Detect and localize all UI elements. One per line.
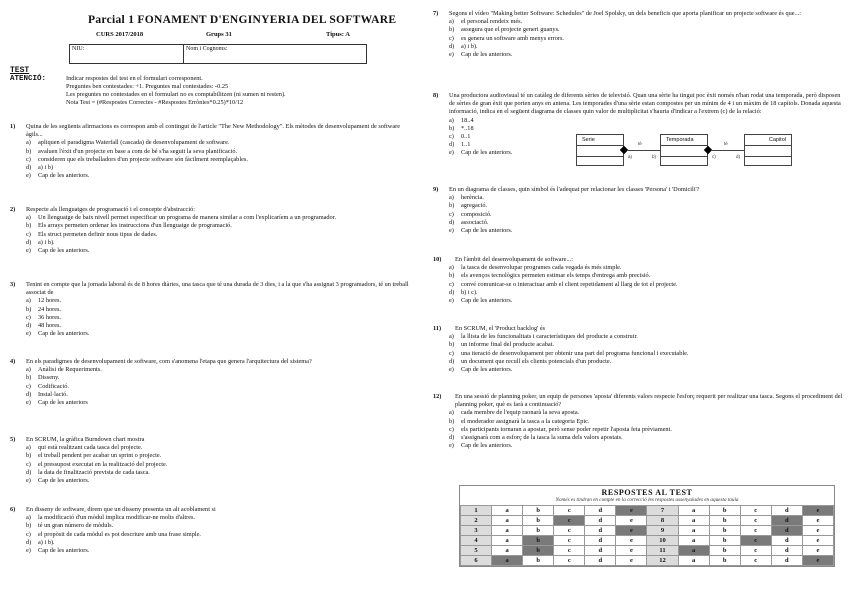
question-number-cell: 11 [647, 546, 678, 556]
option-d: d) Instal·lació. [26, 390, 68, 398]
option-d: d) s'assignarà com a esforç de la tasca la suma dels valors apostats. [449, 434, 623, 442]
option-b: b) el treball pendent per acabar un sprint o projecte. [26, 452, 162, 460]
question-12: 12) En una sessió de planning poker, un equip de persones 'aposta' diferents valors respecte l'esforç requerit per realitzar una tasca. Segons el procediment del planning poker, què es farà a continuació? a) cada membre de l'equip raonarà la seva aposta. b) el moderador assignarà la tasca a la categoria Epic. c) els participants tornaran a apostar, però sense poder repetir l'aposta feta prèviament. d) s'assignarà com a esforç de la tasca la suma dels valors apostats. e) Cap de les anteriors. [433, 393, 845, 450]
question-2: 2) Respecte als llenguatges de programació i el concepte d'abstracció: a) Un llenguatge de baix nivell permet especificar un programa de manera similar a com l'explicaríem a un programador. b) Els arrays permeten ordenar les instruccions d'un llenguatge de programació. c) Els struct permeten definir nous tipus de dades. d) a) i b). e) Cap de les anteriors. [10, 206, 410, 255]
option-c: c) 36 hores. [26, 313, 62, 321]
option-a: a) Anàlisi de Requeriments. [26, 366, 102, 374]
answer-grid [460, 505, 834, 566]
option-b: b) *..18 [449, 124, 474, 132]
answer-sheet-subtitle: Només es tindran en compte en la correcció les respostes assenyalades en aquesta taula [555, 497, 739, 503]
answer-cell-b[interactable]: b [523, 546, 554, 556]
answer-cell-b[interactable]: b [523, 556, 554, 566]
answer-cell-e[interactable]: e [802, 546, 833, 556]
answer-cell-c[interactable]: c [554, 556, 585, 566]
answer-cell-c[interactable]: c [554, 506, 585, 516]
class-temporada: Temporada [660, 134, 708, 166]
question-3: 3) Tenint en compte que la jornada laboral és de 8 hores diàries, una tasca que té una durada de 3 dies, i a la que s'ha assignat 3 programadors, té un treball associat de a) 12 hores. b) 24 hores. c) 36 hores. d) 48 hores. e) Cap de les anteriors. [10, 281, 409, 338]
option-d: d) la data de finalització prevista de cada tasca. [26, 468, 150, 476]
question-number-cell: 6 [461, 556, 492, 566]
answer-cell-a[interactable]: a [492, 546, 523, 556]
answer-cell-d[interactable]: d [771, 546, 802, 556]
answer-cell-c[interactable]: c [740, 526, 771, 536]
uml-class-diagram: Serie té a) b) Temporada té c) d) Capitol [576, 134, 792, 174]
answer-sheet-title: RESPOSTES AL TEST [601, 488, 693, 497]
question-number-cell: 9 [647, 526, 678, 536]
instruction-line: Indicar respostes del test en el formulari corresponent. [66, 75, 203, 82]
answer-cell-e[interactable]: e [802, 556, 833, 566]
question-5: 5) En SCRUM, la gràfica Burndown chart mostra a) qui està realitzant cada tasca del projecte. b) el treball pendent per acabar un sprint o projecte. c) el pressupost executat en la realització del projecte. d) la data de finalització prevista de cada tasca. e) Cap de les anteriors. [10, 436, 410, 485]
option-c: c) el propòsit de cada mòdul es pot descriure amb una frase simple. [26, 530, 201, 538]
question-number: 1) [10, 123, 16, 130]
answer-row [461, 526, 834, 536]
question-number-cell: 1 [461, 506, 492, 516]
group-label: Grups 31 [206, 31, 232, 38]
option-a: a) 12 hores. [26, 297, 62, 305]
answer-cell-a[interactable]: a [492, 506, 523, 516]
answer-cell-e[interactable]: e [616, 516, 647, 526]
option-d: d) a) i b) [26, 164, 54, 172]
instruction-line: Preguntes ben contestades: +1. Preguntes mal contestades: -0.25 [66, 83, 229, 91]
answer-cell-b[interactable]: b [709, 556, 740, 566]
option-e: e) Cap de les anteriors. [26, 547, 90, 555]
option-d: d) 48 hores. [26, 322, 62, 330]
answer-sheet [459, 485, 835, 567]
answer-cell-a[interactable]: a [678, 546, 709, 556]
answer-cell-d[interactable]: d [771, 516, 802, 526]
option-c: c) consideren que els treballadors d'un projecte software són fàcilment reemplaçables. [26, 155, 248, 163]
answer-cell-e[interactable]: e [616, 546, 647, 556]
option-c: c) es genera un software amb menys errors. [449, 34, 564, 42]
option-c: c) composició. [449, 210, 492, 218]
answer-cell-d[interactable]: d [771, 526, 802, 536]
option-e: e) Cap de les anteriors. [449, 442, 513, 450]
option-a: a) herència. [449, 194, 484, 202]
option-e: e) Cap de les anteriors. [449, 149, 513, 157]
name-field[interactable] [184, 45, 229, 63]
type-label: Tipus: A [326, 31, 350, 38]
question-number-cell: 8 [647, 516, 678, 526]
option-d: d) a) i b). [26, 238, 55, 246]
option-c: c) una iteració de desenvolupament per obtenir una part del programa funcional i executable. [449, 349, 689, 357]
answer-cell-b[interactable]: b [709, 526, 740, 536]
option-b: b) el moderador assignarà la tasca a la categoria Epic. [449, 417, 590, 425]
question-number-cell: 4 [461, 536, 492, 546]
option-b: b) assegura que el projecte generi guanys. [449, 26, 560, 34]
answer-row [461, 516, 834, 526]
option-b: b) agregació. [449, 202, 488, 210]
answer-cell-e[interactable]: e [802, 526, 833, 536]
answer-row [461, 546, 834, 556]
answer-cell-c[interactable]: c [740, 516, 771, 526]
answer-cell-c[interactable]: c [554, 526, 585, 536]
answer-cell-a[interactable]: a [678, 526, 709, 536]
option-a: a) la tasca de desenvolupar programes cada vegada és més simple. [449, 264, 622, 272]
answer-cell-e[interactable]: e [802, 516, 833, 526]
question-number-cell: 12 [647, 556, 678, 566]
answer-cell-e[interactable]: e [616, 506, 647, 516]
option-c: c) 0..1 [449, 133, 471, 141]
question-number-cell: 3 [461, 526, 492, 536]
question-4: 4) En els paradigmes de desenvolupament de software, com s'anomena l'etapa que genera l'arquitectura del sistema? a) Anàlisi de Requeriments. b) Disseny. c) Codificació. d) Instal·lació. e) Cap de les anteriors [10, 358, 410, 407]
answer-cell-d[interactable]: d [771, 536, 802, 546]
association-line [712, 150, 744, 151]
option-b: b) té un gran número de mòduls. [26, 522, 114, 530]
answer-row [461, 556, 834, 566]
option-e: e) Cap de les anteriors. [449, 297, 513, 305]
answer-cell-d[interactable]: d [771, 506, 802, 516]
option-b: b) un informe final del producte acabat. [449, 341, 555, 349]
association-line [628, 150, 660, 151]
option-d: d) un document que recull els clients potencials d'un producte. [449, 357, 612, 365]
question-7: 7) Segons el vídeo "Making better Software: Schedules" de Joel Spolsky, un dels beneficis que aporta planificar un projecte software és que...: a) el personal rendeix més. b) assegura que el projecte generi guanys. c) es genera un software amb menys errors. d) a) i b). e) Cap de les anteriors. [433, 10, 845, 59]
option-d: d) b) i c). [449, 288, 478, 296]
answer-cell-b[interactable]: b [709, 546, 740, 556]
option-e: e) Cap de les anteriors. [26, 247, 90, 255]
answer-row [461, 506, 834, 516]
student-id-box [69, 44, 367, 64]
option-b: b) els avenços tecnològics permeten estimar els temps d'entrega amb precisió. [449, 272, 651, 280]
answer-cell-b[interactable]: b [523, 536, 554, 546]
option-c: c) Els struct permeten definir nous tipus de dades. [26, 230, 158, 238]
answer-cell-d[interactable]: d [585, 536, 616, 546]
question-8: 8) Una productora audiovisual té un catàleg de diferents sèries de televisió. Quan una sèrie ha tingut poc èxit només n'han rodat una temporada, però disposen de sèries de gran èxit que porten anys en antena. Les temporades d'una sèrie estan compostes per un mínim de 4 i un màxim de 18 capítols. Donada aquesta informació, indica en el següent diagrama de classes quin valor de multiplicitat s'hauria d'indicar a l'extrem (c) de la relació: a) 18..4 b) *..18 c) 0..1 d) 1..1 e) Cap de les anteriors. [433, 92, 845, 158]
section-heading: TEST [10, 66, 30, 75]
answer-row [461, 536, 834, 546]
question-text: Quina de les següents afirmacions es correspon amb el contingut de l'article "The New Methodology". Els mètodes de desenvolupament de software àgils... [26, 123, 401, 139]
instruction-line: Les preguntes no contestades en el formulari no es comptabilitzen (ni sumen ni resten). [66, 91, 286, 99]
option-e: e) Cap de les anteriors [26, 399, 88, 407]
question-1 [10, 123, 410, 180]
option-a: a) apliquen el paradigma Waterfall (cascada) de desenvolupament de software. [26, 139, 230, 147]
answer-cell-a[interactable]: a [678, 516, 709, 526]
answer-cell-c[interactable]: c [740, 546, 771, 556]
option-a: a) 18..4 [449, 116, 474, 124]
answer-cell-a[interactable]: a [492, 536, 523, 546]
instruction-line: Nota Test = (#Respostes Correctes - #Respostes Errònies*0.25)*10/12 [66, 99, 244, 107]
class-capitol: Capitol [744, 134, 792, 166]
answer-cell-b[interactable]: b [709, 536, 740, 546]
answer-cell-d[interactable]: d [585, 526, 616, 536]
option-d: d) a) i b). [26, 538, 55, 546]
question-9: 9) En un diagrama de classes, quin símbol és l'adequat per relacionar les classes 'Persona' i 'Domicili'? a) herència. b) agregació. c) composició. d) associació. e) Cap de les anteriors. [433, 186, 845, 235]
option-c: c) el pressupost executat en la realització del projecte. [26, 460, 168, 468]
option-e: e) Cap de les anteriors. [449, 227, 513, 235]
answer-cell-c[interactable]: c [554, 536, 585, 546]
answer-cell-a[interactable]: a [492, 556, 523, 566]
answer-cell-e[interactable]: e [616, 536, 647, 546]
option-e: e) Cap de les anteriors. [26, 330, 90, 338]
answer-cell-c[interactable]: c [554, 516, 585, 526]
answer-cell-a[interactable]: a [678, 556, 709, 566]
option-d: d) a) i b). [449, 42, 478, 50]
option-b: b) Disseny. [26, 374, 60, 382]
answer-cell-b[interactable]: b [523, 526, 554, 536]
name-label: Nom i Cognoms: [186, 46, 228, 52]
option-c: c) convé comunicar-se o interactuar amb el client repetidament al llarg de tot el projecte. [449, 280, 678, 288]
answer-cell-d[interactable]: d [585, 556, 616, 566]
question-number-cell: 2 [461, 516, 492, 526]
answer-cell-c[interactable]: c [740, 556, 771, 566]
answer-cell-e[interactable]: e [616, 556, 647, 566]
option-a: a) el personal rendeix més. [449, 18, 523, 26]
answer-cell-a[interactable]: a [492, 526, 523, 536]
answer-cell-b[interactable]: b [709, 506, 740, 516]
answer-cell-c[interactable]: c [740, 506, 771, 516]
option-e: e) Cap de les anteriors. [449, 51, 513, 59]
instructions [66, 75, 286, 107]
option-d: d) associació. [449, 218, 489, 226]
question-11: 11) En SCRUM, el 'Product backlog' és a) la llista de les funcionalitats i característiques del producte a construir. b) un informe final del producte acabat. c) una iteració de desenvolupament per obtenir una part del programa funcional i executable. d) un document que recull els clients potencials d'un producte. e) Cap de les anteriors. [433, 325, 845, 374]
option-a: a) qui està realitzant cada tasca del projecte. [26, 444, 143, 452]
answer-cell-d[interactable]: d [585, 546, 616, 556]
option-e: e) Cap de les anteriors. [26, 172, 90, 180]
question-number-cell: 7 [647, 506, 678, 516]
course-label: CURS 2017/2018 [96, 31, 144, 38]
answer-cell-e[interactable]: e [802, 506, 833, 516]
class-serie: Serie [576, 134, 624, 166]
answer-cell-b[interactable]: b [709, 516, 740, 526]
answer-cell-c[interactable]: c [740, 536, 771, 546]
option-c: c) els participants tornaran a apostar, però sense poder repetir l'aposta feta prèviament. [449, 425, 672, 433]
answer-cell-b[interactable]: b [523, 516, 554, 526]
question-6: 6) En disseny de software, direm que un disseny presenta un alt acoblament si a) la modificació d'un mòdul implica modificar-ne molts d'altres. b) té un gran número de mòduls. c) el propòsit de cada mòdul es pot descriure amb una frase simple. d) a) i b). e) Cap de les anteriors. [10, 506, 410, 555]
answer-cell-c[interactable]: c [554, 546, 585, 556]
answer-cell-a[interactable]: a [678, 506, 709, 516]
option-b: b) 24 hores. [26, 305, 62, 313]
answer-cell-b[interactable]: b [523, 506, 554, 516]
attention-label: ATENCIÓ: [10, 75, 47, 83]
answer-cell-d[interactable]: d [771, 556, 802, 566]
answer-cell-e[interactable]: e [802, 536, 833, 546]
option-d: d) 1..1 [449, 141, 471, 149]
question-number-cell: 5 [461, 546, 492, 556]
answer-cell-e[interactable]: e [616, 526, 647, 536]
option-e: e) Cap de les anteriors. [449, 366, 513, 374]
option-b: b) Els arrays permeten ordenar les instruccions d'un llenguatge de programació. [26, 222, 232, 230]
niu-field[interactable] [70, 45, 184, 63]
answer-cell-a[interactable]: a [492, 516, 523, 526]
option-a: a) la modificació d'un mòdul implica modificar-ne molts d'altres. [26, 514, 196, 522]
option-c: c) Codificació. [26, 382, 69, 390]
exam-title: Parcial 1 FONAMENT D'ENGINYERIA DEL SOFTWARE [88, 14, 397, 26]
answer-cell-a[interactable]: a [678, 536, 709, 546]
option-e: e) Cap de les anteriors. [26, 477, 90, 485]
option-a: a) Un llenguatge de baix nivell permet especificar un programa de manera similar a com l'explicaríem a un programador. [26, 214, 337, 222]
answer-cell-d[interactable]: d [585, 506, 616, 516]
answer-cell-d[interactable]: d [585, 516, 616, 526]
niu-label: NIU: [72, 46, 85, 52]
option-b: b) avaluen l'èxit d'un projecte en base a com de bé s'ha seguit la seva planificació. [26, 147, 238, 155]
question-10: 10) En l'àmbit del desenvolupament de software...: a) la tasca de desenvolupar programes cada vegada és més simple. b) els avenços tecnològics permeten estimar els temps d'entrega amb precisió. c) convé comunicar-se o interactuar amb el client repetidament al llarg de tot el projecte. d) b) i c). e) Cap de les anteriors. [433, 256, 845, 305]
question-number-cell: 10 [647, 536, 678, 546]
option-a: a) cada membre de l'equip raonarà la seva aposta. [449, 409, 580, 417]
option-a: a) la llista de les funcionalitats i característiques del producte a construir. [449, 333, 638, 341]
